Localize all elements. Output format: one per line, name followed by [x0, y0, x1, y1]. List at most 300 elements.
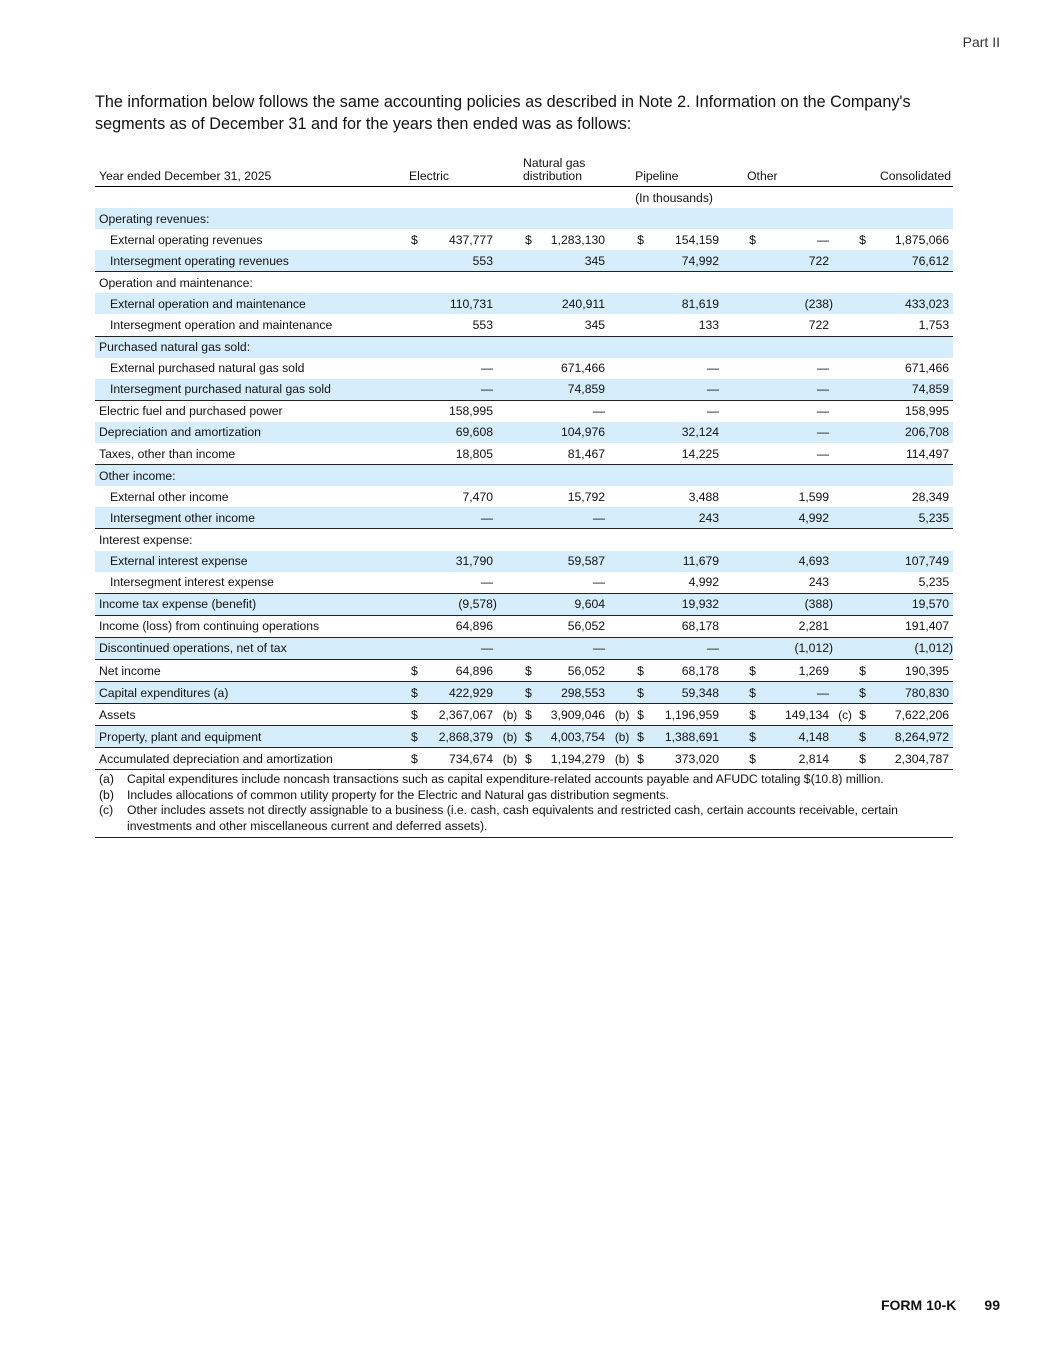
footnote-ref [497, 486, 523, 507]
cell-value: (1,012) [875, 637, 953, 659]
dollar-sign [523, 358, 541, 379]
cell-value: 64,896 [427, 659, 497, 681]
dollar-sign [409, 314, 427, 336]
footnote-ref [609, 572, 635, 594]
footnote-ref [833, 682, 857, 704]
table-row [95, 529, 953, 551]
dollar-sign [523, 486, 541, 507]
col-header-natural-gas: Natural gas distribution [523, 153, 635, 187]
cell-value: 4,693 [765, 551, 833, 572]
dollar-sign [857, 572, 875, 594]
table-row [95, 615, 953, 637]
dollar-sign [857, 443, 875, 465]
dollar-sign [523, 250, 541, 272]
col-header-other: Other [747, 153, 857, 187]
dollar-sign: $ [857, 682, 875, 704]
table-row [95, 379, 953, 401]
cell-value [541, 272, 609, 294]
cell-value [541, 336, 609, 358]
cell-value: 149,134 [765, 704, 833, 726]
dollar-sign [857, 400, 875, 422]
cell-value: — [765, 682, 833, 704]
dollar-sign [635, 208, 653, 229]
cell-value: 68,178 [653, 659, 723, 681]
footnote-ref [723, 465, 747, 487]
row-label: Property, plant and equipment [95, 726, 409, 748]
footnote-ref [723, 486, 747, 507]
footnote-ref [723, 400, 747, 422]
cell-value: 104,976 [541, 422, 609, 443]
table-row [95, 507, 953, 529]
cell-value: 110,731 [427, 293, 497, 314]
dollar-sign: $ [857, 659, 875, 681]
footnote-ref [723, 615, 747, 637]
dollar-sign [523, 379, 541, 401]
row-label: External operating revenues [110, 232, 263, 247]
footnote-ref [833, 443, 857, 465]
footnote-ref [723, 704, 747, 726]
footnote-ref [833, 250, 857, 272]
dollar-sign: $ [747, 748, 765, 770]
dollar-sign [523, 336, 541, 358]
cell-value: 1,388,691 [653, 726, 723, 748]
cell-value: 734,674 [427, 748, 497, 770]
cell-value: 32,124 [653, 422, 723, 443]
cell-value: 780,830 [875, 682, 953, 704]
dollar-sign [857, 208, 875, 229]
footnote-ref [609, 593, 635, 615]
cell-value: 8,264,972 [875, 726, 953, 748]
footnote-ref [723, 229, 747, 250]
table-row [95, 208, 953, 229]
footnote-ref [497, 593, 523, 615]
cell-value: 2,367,067 [427, 704, 497, 726]
dollar-sign [409, 422, 427, 443]
footnote-ref [609, 486, 635, 507]
footnote-ref [723, 379, 747, 401]
dollar-sign [747, 443, 765, 465]
dollar-sign [523, 529, 541, 551]
table-row [95, 272, 953, 294]
intro-paragraph: The information below follows the same accounting policies as described in Note 2. Information on the Company's segments as of December 31 and for the years then ended was as follows: [95, 93, 911, 133]
dollar-sign: $ [409, 704, 427, 726]
cell-value: (238) [765, 293, 833, 314]
footnote-ref [609, 551, 635, 572]
dollar-sign [747, 465, 765, 487]
cell-value: — [427, 507, 497, 529]
cell-value: 1,196,959 [653, 704, 723, 726]
dollar-sign [523, 615, 541, 637]
dollar-sign [747, 314, 765, 336]
dollar-sign [409, 272, 427, 294]
row-label: Assets [95, 704, 409, 726]
row-label: Interest expense: [95, 529, 409, 551]
footnote-ref [497, 443, 523, 465]
row-label: Discontinued operations, net of tax [95, 637, 409, 659]
dollar-sign: $ [409, 726, 427, 748]
dollar-sign [857, 465, 875, 487]
row-label: Purchased natural gas sold: [95, 336, 409, 358]
dollar-sign [523, 551, 541, 572]
dollar-sign [635, 336, 653, 358]
units-row [95, 187, 953, 209]
row-label: External operation and maintenance [95, 293, 409, 314]
dollar-sign [409, 443, 427, 465]
cell-value: — [653, 400, 723, 422]
footnote-ref [723, 293, 747, 314]
footnote-ref [723, 682, 747, 704]
cell-value: 154,159 [675, 232, 720, 247]
dollar-sign [523, 443, 541, 465]
cell-value [427, 529, 497, 551]
dollar-sign [523, 422, 541, 443]
footnote-ref [497, 659, 523, 681]
dollar-sign: $ [635, 704, 653, 726]
cell-value: 190,395 [875, 659, 953, 681]
dollar-sign [409, 250, 427, 272]
footnote-mark: (b) [99, 787, 114, 802]
dollar-sign: $ [747, 726, 765, 748]
cell-value: 28,349 [911, 489, 950, 504]
footnote-ref: (c) [833, 704, 857, 726]
row-label: Depreciation and amortization [95, 422, 409, 443]
row-label: Intersegment operating revenues [95, 250, 409, 272]
dollar-sign: $ [857, 704, 875, 726]
footnote-ref: (b) [497, 748, 523, 770]
cell-value: 2,868,379 [427, 726, 497, 748]
dollar-sign [747, 250, 765, 272]
table-row [95, 551, 953, 572]
dollar-sign [523, 465, 541, 487]
cell-value: — [480, 575, 493, 590]
table-row [95, 229, 953, 250]
cell-value: 243 [653, 507, 723, 529]
cell-value: 553 [427, 250, 497, 272]
cell-value: 68,178 [653, 615, 723, 637]
cell-value: 553 [472, 318, 493, 333]
footnote-ref [497, 379, 523, 401]
dollar-sign [635, 637, 653, 659]
dollar-sign [523, 593, 541, 615]
dollar-sign [747, 507, 765, 529]
cell-value: 373,020 [653, 748, 723, 770]
footnote-a [95, 772, 953, 788]
cell-value [875, 336, 953, 358]
cell-value: — [816, 446, 830, 461]
footnote-ref [723, 726, 747, 748]
footnote-ref [609, 682, 635, 704]
table-row [95, 250, 953, 272]
col-header-year: Year ended December 31, 2025 [95, 153, 409, 187]
dollar-sign [857, 593, 875, 615]
cell-value [653, 272, 723, 294]
dollar-sign: $ [857, 726, 875, 748]
cell-value: 31,790 [427, 551, 497, 572]
row-label: Taxes, other than income [99, 446, 236, 461]
dollar-sign [857, 637, 875, 659]
cell-value: 422,929 [427, 682, 497, 704]
segment-table [95, 153, 953, 770]
row-label: Income (loss) from continuing operations [95, 615, 409, 637]
footnote-ref [723, 443, 747, 465]
row-label: External interest expense [95, 551, 409, 572]
cell-value: 345 [541, 250, 609, 272]
dollar-sign [747, 336, 765, 358]
footnote-ref [609, 615, 635, 637]
dollar-sign [747, 593, 765, 615]
cell-value [875, 529, 953, 551]
cell-value [427, 336, 497, 358]
dollar-sign [747, 572, 765, 594]
cell-value: 298,553 [541, 682, 609, 704]
dollar-sign [857, 314, 875, 336]
footnote-text: Capital expenditures include noncash transactions such as capital expenditure-related accounts payable and AFUDC totaling $(10.8) million. [127, 772, 884, 786]
dollar-sign [747, 272, 765, 294]
footnote-ref [497, 637, 523, 659]
cell-value: 9,604 [541, 593, 609, 615]
dollar-sign [747, 358, 765, 379]
table-row [95, 486, 953, 507]
footnote-ref [497, 208, 523, 229]
cell-value: — [765, 379, 833, 401]
footnote-ref [723, 572, 747, 594]
table-row [95, 358, 953, 379]
cell-value: 722 [765, 250, 833, 272]
row-label: Capital expenditures (a) [95, 682, 409, 704]
footnote-ref [497, 229, 523, 250]
cell-value [765, 336, 833, 358]
cell-value: (1,012) [765, 637, 833, 659]
units-label: (In thousands) [635, 190, 713, 205]
dollar-sign [523, 637, 541, 659]
cell-value: — [541, 637, 609, 659]
cell-value: 3,488 [688, 489, 720, 504]
dollar-sign [409, 572, 427, 594]
dollar-sign [747, 615, 765, 637]
cell-value: (388) [765, 593, 833, 615]
footnote-mark: (c) [99, 803, 114, 817]
table-row [95, 748, 953, 770]
dollar-sign [523, 293, 541, 314]
dollar-sign [857, 358, 875, 379]
cell-value: 7,470 [462, 489, 493, 504]
cell-value [765, 208, 833, 229]
footnote-ref [723, 529, 747, 551]
table-row [95, 293, 953, 314]
footnote-ref: (b) [609, 704, 635, 726]
cell-value: 191,407 [875, 615, 953, 637]
row-label: Intersegment purchased natural gas sold [95, 379, 409, 401]
dollar-sign: $ [637, 232, 644, 247]
dollar-sign [635, 572, 653, 594]
footnote-ref [497, 507, 523, 529]
table-row [95, 704, 953, 726]
cell-value: 81,619 [653, 293, 723, 314]
dollar-sign [409, 593, 427, 615]
dollar-sign [747, 486, 765, 507]
dollar-sign: $ [523, 682, 541, 704]
dollar-sign [635, 593, 653, 615]
row-label: Electric fuel and purchased power [95, 400, 409, 422]
form-label: FORM 10-K [880, 1297, 957, 1313]
table-row [95, 682, 953, 704]
footnote-ref [723, 659, 747, 681]
cell-value [875, 465, 953, 487]
footnote-ref [833, 551, 857, 572]
dollar-sign [635, 422, 653, 443]
row-label: Operation and maintenance: [95, 272, 409, 294]
cell-value [653, 529, 723, 551]
footnote-ref [833, 422, 857, 443]
cell-value [541, 208, 609, 229]
cell-value: 4,003,754 [541, 726, 609, 748]
footnote-ref [833, 272, 857, 294]
footnote-ref [723, 637, 747, 659]
dollar-sign: $ [859, 232, 866, 247]
cell-value: 345 [584, 318, 606, 333]
cell-value: 243 [808, 575, 830, 590]
dollar-sign: $ [635, 748, 653, 770]
dollar-sign [857, 336, 875, 358]
footnote-ref [723, 250, 747, 272]
dollar-sign: $ [635, 726, 653, 748]
footnote-ref: (b) [497, 726, 523, 748]
dollar-sign [409, 379, 427, 401]
cell-value: — [816, 232, 830, 247]
footnotes [95, 772, 953, 838]
footnote-ref [833, 336, 857, 358]
dollar-sign: $ [409, 682, 427, 704]
dollar-sign [857, 293, 875, 314]
dollar-sign [523, 400, 541, 422]
table-row [95, 637, 953, 659]
footnote-ref [497, 465, 523, 487]
page-footer [881, 1297, 1000, 1313]
footnote-ref [833, 748, 857, 770]
dollar-sign [857, 272, 875, 294]
table-row [95, 465, 953, 487]
dollar-sign [523, 272, 541, 294]
dollar-sign [747, 637, 765, 659]
footnote-ref [723, 208, 747, 229]
dollar-sign [409, 208, 427, 229]
footnote-text: Includes allocations of common utility property for the Electric and Natural gas distribution segments. [127, 787, 669, 802]
dollar-sign [635, 272, 653, 294]
dollar-sign [857, 422, 875, 443]
dollar-sign [747, 379, 765, 401]
row-label: Income tax expense (benefit) [95, 593, 409, 615]
dollar-sign [409, 358, 427, 379]
dollar-sign: $ [747, 659, 765, 681]
table-row [95, 336, 953, 358]
row-label: External purchased natural gas sold [110, 361, 305, 376]
dollar-sign [635, 529, 653, 551]
dollar-sign [635, 250, 653, 272]
cell-value: 671,466 [905, 361, 950, 376]
row-label: Intersegment interest expense [110, 575, 274, 590]
cell-value [541, 465, 609, 487]
cell-value: 4,992 [688, 575, 720, 590]
cell-value [875, 272, 953, 294]
cell-value: — [541, 507, 609, 529]
dollar-sign [747, 551, 765, 572]
dollar-sign: $ [523, 748, 541, 770]
footnote-ref [497, 615, 523, 637]
dollar-sign [635, 400, 653, 422]
dollar-sign: $ [857, 748, 875, 770]
footnote-ref [833, 593, 857, 615]
cell-value: 206,708 [875, 422, 953, 443]
table-row [95, 659, 953, 681]
footnote-ref [609, 422, 635, 443]
col-header-pipeline: Pipeline [635, 153, 747, 187]
dollar-sign [523, 314, 541, 336]
footnote-ref: (b) [609, 726, 635, 748]
dollar-sign [409, 465, 427, 487]
cell-value: — [765, 422, 833, 443]
cell-value [653, 208, 723, 229]
footnote-ref [833, 400, 857, 422]
dollar-sign [409, 400, 427, 422]
cell-value [765, 272, 833, 294]
dollar-sign [747, 208, 765, 229]
dollar-sign [857, 379, 875, 401]
dollar-sign: $ [747, 704, 765, 726]
dollar-sign [857, 486, 875, 507]
cell-value: 7,622,206 [875, 704, 953, 726]
dollar-sign [857, 250, 875, 272]
dollar-sign [409, 486, 427, 507]
cell-value: 59,587 [541, 551, 609, 572]
footnote-ref [497, 358, 523, 379]
cell-value: 5,235 [875, 507, 953, 529]
footnote-b [95, 788, 953, 804]
dollar-sign [857, 615, 875, 637]
footnote-ref [833, 572, 857, 594]
footnote-ref [723, 507, 747, 529]
footnote-ref [497, 250, 523, 272]
footnote-ref [497, 572, 523, 594]
footnote-ref [833, 507, 857, 529]
cell-value [427, 208, 497, 229]
footnote-ref [609, 336, 635, 358]
cell-value: 15,792 [567, 489, 606, 504]
cell-value: — [765, 400, 833, 422]
table-row [95, 422, 953, 443]
footnote-c [95, 803, 953, 834]
dollar-sign [523, 507, 541, 529]
cell-value: — [816, 361, 830, 376]
footnote-mark: (a) [99, 772, 114, 786]
table-row [95, 314, 953, 336]
cell-value: 74,992 [653, 250, 723, 272]
cell-value: 74,859 [541, 379, 609, 401]
cell-value [765, 465, 833, 487]
cell-value: 11,679 [653, 551, 723, 572]
cell-value: 5,235 [918, 575, 950, 590]
cell-value: 722 [808, 318, 830, 333]
footnote-ref [609, 229, 635, 250]
cell-value [765, 529, 833, 551]
cell-value: 1,875,066 [894, 232, 950, 247]
row-label: Operating revenues: [95, 208, 409, 229]
cell-value: 1,283,130 [550, 232, 606, 247]
footnote-ref [833, 293, 857, 314]
footnote-ref [497, 682, 523, 704]
table-row [95, 400, 953, 422]
row-label: External other income [110, 489, 229, 504]
footnote-ref [609, 379, 635, 401]
